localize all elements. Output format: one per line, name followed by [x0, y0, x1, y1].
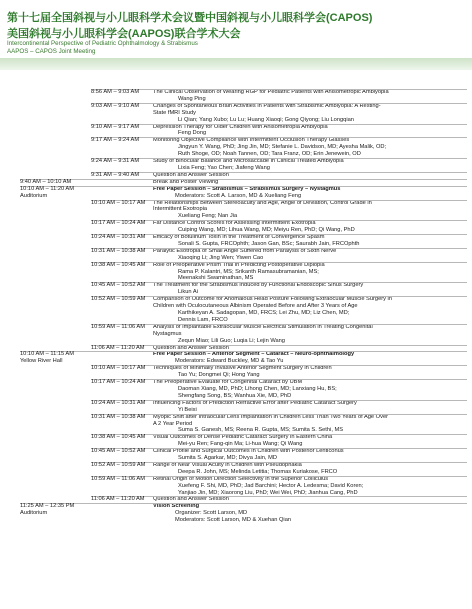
- talk-title-line: The Treatment for the Strabismus Induced by Functional Endoscopic Sinus Surgery: [153, 282, 364, 289]
- talk-title-line: Question and Answer Session: [153, 344, 229, 351]
- talk-title-line: Changes of Spontaneous Brain Activities in Patients with Strabismic Amblyopia: A Resting-: [153, 102, 381, 109]
- row-content: [153, 434, 467, 448]
- talk-title-line: Far Distance Control Scores for Assessing Intermittent Exotropia: [153, 220, 316, 227]
- authors-line: Yanjiao Jin, MD; Xiaorong Liu, PhD; Wei Wei, PhD; Jianhua Cang, PhD: [178, 489, 358, 496]
- talk-title-line: Question and Answer Session: [153, 171, 229, 178]
- row-content: [153, 137, 467, 158]
- schedule-row: [0, 158, 472, 172]
- authors-line: Xuefeng F. Shi, MD, PhD; Jad Barchini; Hector A. Ledesma; David Koren;: [178, 482, 364, 489]
- authors-line: Organizer: Scott Larson, MD: [175, 510, 248, 517]
- row-content: [153, 379, 467, 400]
- time-slot: 11:25 AM – 12:35 PM: [20, 503, 75, 510]
- authors-line: Xueliang Feng; Nan Jia: [178, 213, 238, 220]
- authors-line: Deepa R. John, MS; Melinda Letitia; Thomas Kuriakose, FRCO: [178, 468, 338, 475]
- schedule-row: [0, 137, 472, 158]
- row-content: [153, 400, 467, 414]
- schedule-row: [0, 496, 472, 503]
- time-slot: 10:45 AM – 10:52 AM: [91, 282, 146, 289]
- authors-line: Yi Beixi: [178, 406, 197, 413]
- time-slot: 11:06 AM – 11:20 AM: [91, 496, 145, 503]
- session-room: Auditorium: [20, 192, 48, 199]
- schedule-row: [0, 345, 472, 352]
- row-content: [153, 414, 467, 435]
- row-content: [153, 262, 467, 283]
- time-slot: 10:24 AM – 10:31 AM: [91, 234, 146, 241]
- time-slot: 10:17 AM – 10:24 AM: [91, 379, 146, 386]
- authors-line: Karthikeyan A. Sadagopan, MD, FRCS; Lei Zhu, MD; Liz Chen, MD;: [178, 310, 350, 316]
- schedule-row: [0, 282, 472, 296]
- row-content: [153, 365, 467, 379]
- authors-line: Daoman Xiang, MD, PhD; Lihong Chen, MD; Lanxiang Hu, BS;: [178, 385, 337, 392]
- session-room: Yellow River Hall: [20, 358, 63, 365]
- time-slot: 9:17 AM – 9:24 AM: [91, 137, 140, 144]
- schedule-row: [0, 296, 472, 324]
- talk-title-line: The Preoperative Evaluate for Congenital Cataract by UBM: [153, 379, 303, 386]
- session-row: [0, 351, 472, 365]
- row-content: [153, 476, 467, 497]
- authors-line: Jingyun Y. Wang, PhD; Jing Jin, MD; Stefanie L. Davidson, MD; Ayesha Malik, OD;: [178, 144, 387, 151]
- time-slot: 9:24 AM – 9:31 AM: [91, 158, 140, 165]
- authors-line: Cuiping Wang, MD; Lihua Wang, MD; Meiyu Ren, PhD; Qi Wang, PhD: [178, 227, 355, 234]
- schedule-row: [0, 179, 472, 186]
- authors-line: Sumita S. Agarkar, MD; Divya Jain, MD: [178, 455, 277, 462]
- row-content: [153, 179, 467, 186]
- talk-title-line: Comparison of Outcome for Anomalous Head Posture Following Extraocular Muscle Surgery in: [153, 296, 392, 303]
- time-slot: 10:10 AM – 11:15 AM: [20, 351, 74, 358]
- talk-title-line: Monitoring Objective Compliance with Intermittent Occlusion Therapy Glasses: [153, 137, 350, 144]
- session-room: Auditorium: [20, 510, 48, 517]
- authors-line: Feng Dong: [178, 130, 207, 137]
- schedule-table: [0, 89, 472, 524]
- schedule-row: [0, 200, 472, 221]
- authors-line: Likun Ai: [178, 289, 198, 296]
- row-content: [153, 296, 467, 324]
- authors-line: Sonali S. Gupta, FRCOphth; Jason Gan, BSc; Saurabh Jain, FRCOphth: [178, 240, 360, 247]
- time-slot: 10:38 AM – 10:45 AM: [91, 434, 146, 441]
- authors-line: Wang Ping: [178, 95, 206, 102]
- session-row: [0, 503, 472, 524]
- time-slot: 10:10 AM – 10:17 AM: [91, 365, 146, 372]
- schedule-row: [0, 414, 472, 435]
- authors-line: Tao Yu; Dongmei Qi; Hong Yang: [178, 372, 260, 379]
- talk-title-line: The Relationships Between Stereoacuity and Age, Angle of Deviation, Control Grade in: [153, 199, 372, 206]
- talk-title-line: Nystagmus: [153, 330, 182, 337]
- session-row: [0, 186, 472, 200]
- schedule-row: [0, 220, 472, 234]
- authors-line: Li Qian; Yang Xubo; Lu Lu; Huang Xiaoqi; Gong Qiyong; Liu Longqian: [178, 116, 354, 123]
- talk-title-line: Visual Outcomes of Dense Pediatric Cataract Surgery in Eastern China: [153, 434, 333, 441]
- time-slot: 9:03 AM – 9:10 AM: [91, 102, 140, 109]
- schedule-row: [0, 434, 472, 448]
- header-title-chinese-line-1: 第十七届全国斜视与小儿眼科学术会议暨中国斜视与小儿眼科学会(CAPOS): [7, 12, 373, 24]
- time-slot: 10:10 AM – 10:17 AM: [91, 199, 146, 206]
- talk-title-line: Clinical Profile and Surgical Outcomes in Children with Posterior Lenticonus: [153, 448, 344, 455]
- authors-line: Suma S. Ganesh, MS; Reena R. Gupta, MS; Sumita S. Sethi, MS: [178, 427, 344, 434]
- schedule-row: [0, 103, 472, 124]
- row-content: [153, 89, 467, 103]
- talk-title-line: Efficacy of Botulinum Toxin in the Treatment of Convergence Spasm: [153, 234, 325, 241]
- schedule-row: [0, 400, 472, 414]
- time-slot: 8:56 AM – 9:03 AM: [91, 89, 140, 95]
- time-slot: 10:45 AM – 10:52 AM: [91, 448, 146, 455]
- time-slot: 10:59 AM – 11:06 AM: [91, 475, 145, 482]
- row-content: [153, 158, 467, 172]
- authors-line: Dennis Lam, FRCO: [178, 316, 228, 323]
- row-content: [153, 324, 467, 345]
- schedule-row: [0, 89, 472, 103]
- talk-title-line: State fMRI Study: [153, 109, 196, 116]
- talk-title-line: Myopic Shift after Intraocular Lens Implantation in Children Less Than Two Years of Age Over: [153, 413, 389, 420]
- schedule-row: [0, 379, 472, 400]
- row-content: [153, 124, 467, 138]
- authors-line: Meenakshi Swaminathan, MS: [178, 275, 254, 282]
- header-title-chinese-line-2: 美国斜视与小儿眼科学会(AAPOS)联合学术大会: [7, 28, 241, 40]
- session-title: Free Paper Session – Strabismus – Strabismus Surgery – Nystagmus: [153, 185, 341, 192]
- time-slot: 10:31 AM – 10:38 AM: [91, 413, 146, 420]
- row-content: [153, 351, 467, 365]
- authors-line: Zequn Miao; Lili Guo; Luqia Li; Lejin Wang: [178, 337, 285, 344]
- talk-title-line: Retinal Origin of Motion Direction Selectivity in the Superior Colliculus: [153, 475, 329, 482]
- time-slot: 10:52 AM – 10:59 AM: [91, 461, 146, 468]
- row-content: [153, 172, 467, 179]
- time-slot: 10:17 AM – 10:24 AM: [91, 220, 146, 227]
- authors-line: Rama P. Kalantri, MS; Srikanth Ramasubramanian, MS;: [178, 268, 319, 275]
- authors-line: Ruth Shoge, OD; Noah Tannen, OD; Tara Franz, OD; Erin Jenewein, OD: [178, 151, 361, 158]
- talk-title-line: A 2 Year Period: [153, 420, 193, 427]
- row-content: [153, 220, 467, 234]
- row-content: [153, 200, 467, 221]
- time-slot: 10:31 AM – 10:38 AM: [91, 247, 146, 254]
- time-slot: 10:38 AM – 10:45 AM: [91, 261, 146, 268]
- schedule-row: [0, 124, 472, 138]
- schedule-row: [0, 365, 472, 379]
- row-content: [153, 503, 467, 524]
- authors-line: Mei-yu Ren; Fang-qin Ma; Li-hua Wang; Qi Wang: [178, 441, 303, 448]
- talk-title-line: Break and Poster Viewing: [153, 178, 219, 185]
- schedule-row: [0, 262, 472, 283]
- time-slot: 10:24 AM – 10:31 AM: [91, 399, 146, 406]
- time-slot: 9:10 AM – 9:17 AM: [91, 123, 140, 130]
- talk-title-line: Question and Answer Session: [153, 496, 229, 503]
- talk-title-line: Analysis of Implantable Extraocular Muscle Electrical Stimulation in Treating Congenital: [153, 323, 373, 330]
- authors-line: Shengfang Song, BS; Wanhua Xie, MD, PhD: [178, 392, 292, 399]
- row-content: [153, 282, 467, 296]
- row-content: [153, 496, 467, 503]
- talk-title-line: Study of Binocular Balance and Microsaccade in Clinical Treated Amblyopia: [153, 158, 344, 165]
- schedule-row: [0, 462, 472, 476]
- talk-title-line: Paralytic Esotropia of Small Angle Suffered from Paralysis of Sixth Nerve: [153, 247, 337, 254]
- row-content: [153, 248, 467, 262]
- row-content: [153, 186, 467, 200]
- row-content: [153, 345, 467, 352]
- time-slot: 10:59 AM – 11:06 AM: [91, 323, 145, 330]
- schedule-row: [0, 476, 472, 497]
- session-title: Free Paper Session – Anterior Segment – Cataract – Neuro-ophthalmology: [153, 351, 355, 358]
- schedule-row: [0, 448, 472, 462]
- schedule-row: [0, 324, 472, 345]
- conference-header: [0, 0, 472, 74]
- schedule-row: [0, 234, 472, 248]
- time-slot: 9:40 AM – 10:10 AM: [20, 178, 72, 185]
- time-slot: 9:31 AM – 9:40 AM: [91, 171, 140, 178]
- schedule-row: [0, 172, 472, 179]
- authors-line: Moderators: Scott A. Larson, MD & Xueliang Feng: [175, 192, 302, 199]
- authors-line: Lixia Feng; Yao Chen; Jiafeng Wang: [178, 164, 270, 171]
- time-slot: 11:06 AM – 11:20 AM: [91, 344, 145, 351]
- time-slot: 10:52 AM – 10:59 AM: [91, 296, 146, 303]
- talk-title-line: Range of Near Visual Acuity in Children with Pseudophakia: [153, 461, 302, 468]
- talk-title-line: Children with Oculocutaneous Albinism Operated Before and After 3 Years of Age: [153, 303, 358, 310]
- authors-line: Moderators: Scott Larson, MD & Xuehan Qian: [175, 517, 292, 524]
- header-gradient-bar: [0, 58, 472, 70]
- row-content: [153, 462, 467, 476]
- talk-title-line: The Clinical Observation of Wearing RGP for Pediatric Patients with Anisometropic Amblyopia: [153, 89, 389, 95]
- talk-title-line: Techniques of Minimally Invasive Anterior Segment Surgery in Children: [153, 365, 332, 372]
- time-slot: 10:10 AM – 11:20 AM: [20, 185, 74, 192]
- row-content: [153, 234, 467, 248]
- talk-title-line: Role of Preoperative Prism Trial in Predicting Postoperative Diplopia: [153, 261, 325, 268]
- authors-line: Moderators: Edward Buckley, MD & Tao Yu: [175, 358, 284, 365]
- schedule-row: [0, 248, 472, 262]
- header-title-english-line-1: Intercontinental Perspective of Pediatric Ophthalmology & Strabismus: [7, 40, 198, 47]
- session-title: Vision Screening: [153, 503, 200, 510]
- talk-title-line: Depression Therapy for Older Children with Anisometropia Amblyopia: [153, 123, 328, 130]
- authors-line: Xiaoqing Li; Jing Wen; Yiwen Cao: [178, 254, 264, 261]
- talk-title-line: Intermittent Exotropia: [153, 206, 208, 213]
- header-title-english-line-2: AAPOS – CAPOS Joint Meeting: [7, 48, 96, 55]
- row-content: [153, 448, 467, 462]
- row-content: [153, 103, 467, 124]
- talk-title-line: Influencing Factors of Prediction Refractive Error after Pediatric Cataract Surgery: [153, 399, 357, 406]
